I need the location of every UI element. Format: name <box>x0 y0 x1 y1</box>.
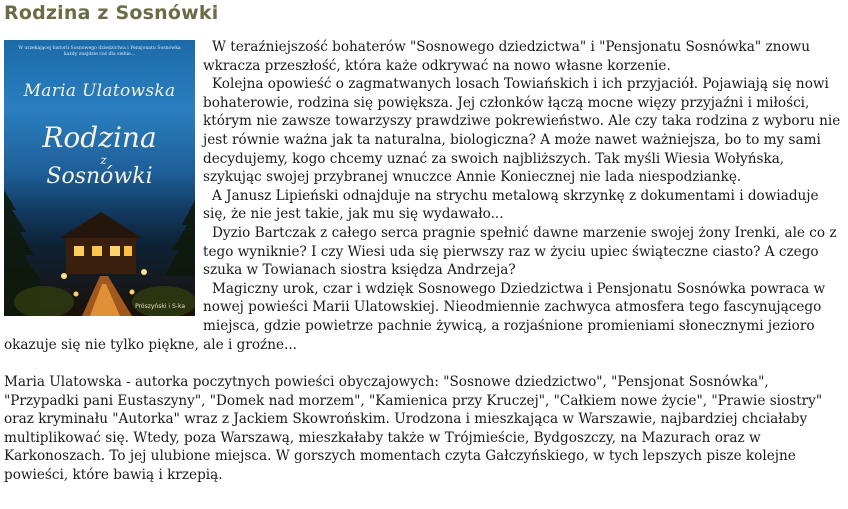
paragraph: Kolejna opowieść o zagmatwanych losach Towiańskich i ich przyjaciół. Pojawiają się nowi bohaterowie, rodzina się powiększa. Jej członków łączą mocne więzy przyjaźni i miłości, którym nie zawsze towarzyszy prawdziwe pokrewieństwo. Ale czy taka rodzina z wyboru nie jest równie ważna jak ta naturalna, biologiczna? A może nawet ważniejsza, bo to my sami decydujemy, kogo chcemy uznać za swoich najbliższych. Tak myśli Wiesia Wołyńska, szykując swojej przybranej wnuczce Annie Koniecznej nie lada niespodziankę. <box>203 76 841 186</box>
paragraph: W teraźniejszość bohaterów "Sosnowego dziedzictwa" i "Pensjonatu Sosnówka" znowu wkracza przeszłość, która każe odkrywać na nowo własne korzenie. <box>203 39 810 74</box>
article-body <box>4 38 842 485</box>
cover-title-line1: Rodzina <box>42 121 157 154</box>
cover-title-line2: z <box>100 153 107 167</box>
page-title: Rodzina z Sosnówki <box>4 2 219 24</box>
cover-title-line3: Sosnówki <box>46 164 153 189</box>
cover-float-spacer <box>4 38 203 320</box>
cover-blurb: W urzekającej historii Sosnowego dziedzictwa i Pensjonatu Sosnówka każdy znajdzie coś dla siebie... <box>18 46 181 57</box>
cover-author: Maria Ulatowska <box>23 81 176 101</box>
paragraph: Dyzio Bartczak z całego serca pragnie spełnić dawne marzenie swojej żony Irenki, ale co z tego wyniknie? I czy Wiesi uda się pierwszy raz w życiu upiec świąteczne ciasto? A czego szuka w Towianach siostra księdza Andrzeja? <box>203 224 837 279</box>
cover-publisher: Prószyński i S-ka <box>135 303 185 310</box>
author-bio: Maria Ulatowska - autorka poczytnych powieści obyczajowych: "Sosnowe dziedzictwo", "Pensjonat Sosnówka", "Przypadki pani Eustaszyny", "Domek nad morzem", "Kamienica przy Kruczej", "Całkiem nowe życie", "Prawie siostry" oraz kryminału "Autorka" wraz z Jackiem Skowrońskim. Urodzona i mieszkająca w Warszawie, najbardziej chciałaby multiplikować się. Wtedy, poza Warszawą, mieszkałaby także w Trójmieście, Bydgoszczy, na Mazurach oraz w Karkonoszach. To jej ulubione miejsca. W gorszych momentach czyta Gałczyńskiego, w tych lepszych pisze kolejne powieści, które bawią i krzepią. <box>4 374 823 484</box>
paragraph: A Janusz Lipieński odnajduje na strychu metalową skrzynkę z dokumentami i dowiaduje się, że nie jest takie, jak mu się wydawało... <box>203 187 819 223</box>
paragraph: Magiczny urok, czar i wdzięk Sosnowego Dziedzictwa i Pensjonatu Sosnówka powraca w nowej powieści Marii Ulatowskiej. Nieodmiennie zachwyca atmosfera tego fascynującego miejsca, gdzie powietrze pachnie żywicą, a rozjaśnione promieniami słonecznymi jezioro okazuje się nie tylko piękne, ale i groźne... <box>4 280 826 353</box>
